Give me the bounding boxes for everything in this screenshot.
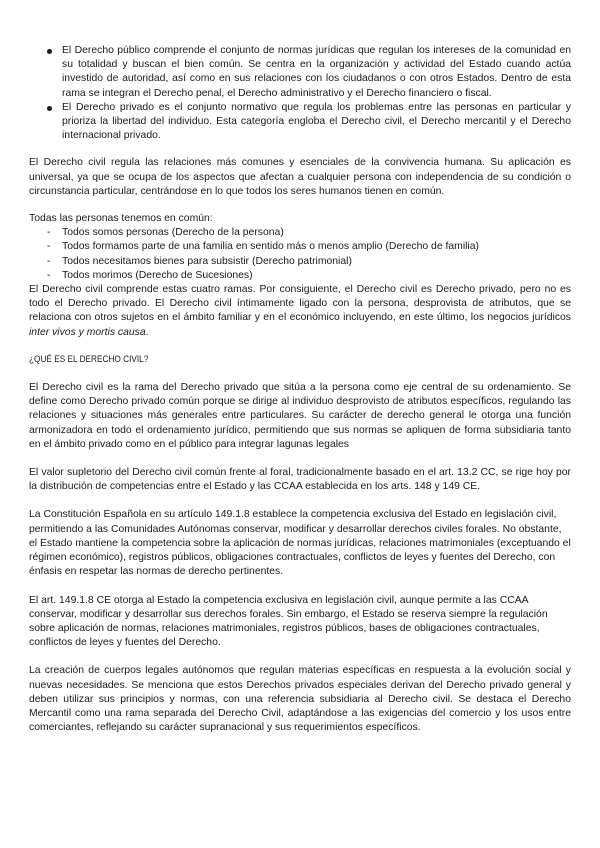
paragraph-what-is: El Derecho civil es la rama del Derecho privado que sitúa a la persona como eje central de su ordenamiento. Se define como Derecho privado común porque se dirige al individuo desprovisto de atributos específicos, regulando las relaciones y situaciones más generales entre particulares. Su carácter de derecho general le otorga una función armonizadora en todo el ordenamiento jurídico, permitiendo que sus normas se apliquen de forma subsidiaria tanto en el ámbito privado como en el público para integrar lagunas legales bbox=[29, 382, 571, 450]
section-heading bbox=[29, 353, 571, 367]
list-item bbox=[29, 269, 571, 283]
list-item bbox=[29, 240, 571, 254]
dash-icon: - bbox=[47, 269, 51, 281]
bullet-text-private-law: El Derecho privado es el conjunto normativo que regula los problemas entre las personas en particular y prioriza la libertad del individuo. Esta categoría engloba el Derecho civil, el Derecho mercantil y el Derecho internacional privado. bbox=[62, 101, 571, 142]
list-item-text: Todos morimos (Derecho de Sucesiones) bbox=[62, 269, 253, 281]
bullet-icon bbox=[47, 49, 52, 54]
common-list bbox=[29, 226, 571, 283]
dash-icon: - bbox=[47, 241, 51, 253]
paragraph-branches-italic: inter vivos y mortis causa bbox=[29, 326, 146, 338]
paragraph-constitucion: La Constitución Española en su artículo 149.1.8 establece la competencia exclusiva del Estado en legislación civil, permitiendo a las Comunidades Autónomas conservar, modificar y desarrollar derechos civiles forales. No obstante, el Estado mantiene la competencia sobre la aplicación de normas jurídicas, relaciones matrimoniales (exceptuando el régimen económico), registros públicos, obligaciones contractuales, conflictos de leyes y fuentes del Derecho, con énfasis en respetar las normas de derecho pertinentes. bbox=[29, 509, 571, 578]
list-item bbox=[29, 44, 571, 101]
paragraph-creacion: La creación de cuerpos legales autónomos que regulan materias específicas en respuesta a la evolución social y nuevas necesidades. Se menciona que estos Derechos privados especiales derivan del Derecho privado general y deben utilizar sus principios y normas, con una referencia subsidiaria al Derecho civil. Se destaca el Derecho Mercantil como una rama separada del Derecho Civil, adaptándose a las exigencias del comercio y los usos entre comerciantes, reflejando su carácter supranacional y sus requerimientos específicos. bbox=[29, 665, 571, 734]
paragraph-branches bbox=[29, 283, 571, 340]
paragraph-branches-end: . bbox=[145, 326, 149, 338]
bullet-text-public-law: El Derecho público comprende el conjunto de normas jurídicas que regulan los intereses de la comunidad en su totalidad y buscan el bien común. Se centra en la organización y actividad del Estado cuando actúa investido de autoridad, así como en sus relaciones con los ciudadanos o con otros Estados. Dentro de esta rama se integran el Derecho penal, el Derecho administrativo y el Derecho financiero o fiscal. bbox=[62, 45, 571, 99]
list-item bbox=[29, 101, 571, 144]
paragraph-branches-text: El Derecho civil comprende estas cuatro ramas. Por consiguiente, el Derecho civil es Derecho privado, pero no es todo el Derecho privado. El Derecho civil íntimamente ligado con la persona, desprovista de atributos, que se relaciona con otros sujetos en el ámbito familiar y en el económico incluyendo, en este último, los negocios jurídicos bbox=[29, 284, 571, 324]
list-item-text: Todos somos personas (Derecho de la persona) bbox=[62, 227, 284, 239]
paragraph-supletorio: El valor supletorio del Derecho civil común frente al foral, tradicionalmente basado en el art. 13.2 CC, se rige hoy por la distribución de competencias entre el Estado y las CCAA establecida en los arts. 148 y 149 CE. bbox=[29, 467, 571, 493]
list-item-text: Todos necesitamos bienes para subsistir (Derecho patrimonial) bbox=[62, 255, 352, 267]
dash-icon: - bbox=[47, 255, 51, 267]
paragraph-civil-law: El Derecho civil regula las relaciones más comunes y esenciales de la convivencia humana. Su aplicación es universal, ya que se ocupa de los aspectos que afectan a cualquier persona con independencia de su condición o circunstancia particular, centrándose en lo que todos los seres humanos tienen en común. bbox=[29, 157, 571, 197]
list-item bbox=[29, 226, 571, 240]
paragraph-common-intro: Todas las personas tenemos en común: bbox=[29, 213, 213, 225]
dash-icon: - bbox=[47, 227, 51, 239]
paragraph-article: El art. 149.1.8 CE otorga al Estado la competencia exclusiva en legislación civil, aunque permite a las CCAA conservar, modificar y desarrollar sus derechos forales. Sin embargo, el Estado se reserva siempre la regulación sobre aplicación de normas, relaciones matrimoniales, registros públicos, bases de obligaciones contractuales, conflictos de leyes y fuentes del Derecho. bbox=[29, 594, 548, 649]
law-branches-list bbox=[29, 44, 571, 143]
list-item-text: Todos formamos parte de una familia en sentido más o menos amplio (Derecho de familia) bbox=[62, 241, 479, 253]
list-item bbox=[29, 255, 571, 269]
bullet-icon bbox=[47, 106, 52, 111]
section-heading-text: ¿QUÉ ES EL DERECHO CIVIL? bbox=[29, 353, 149, 365]
